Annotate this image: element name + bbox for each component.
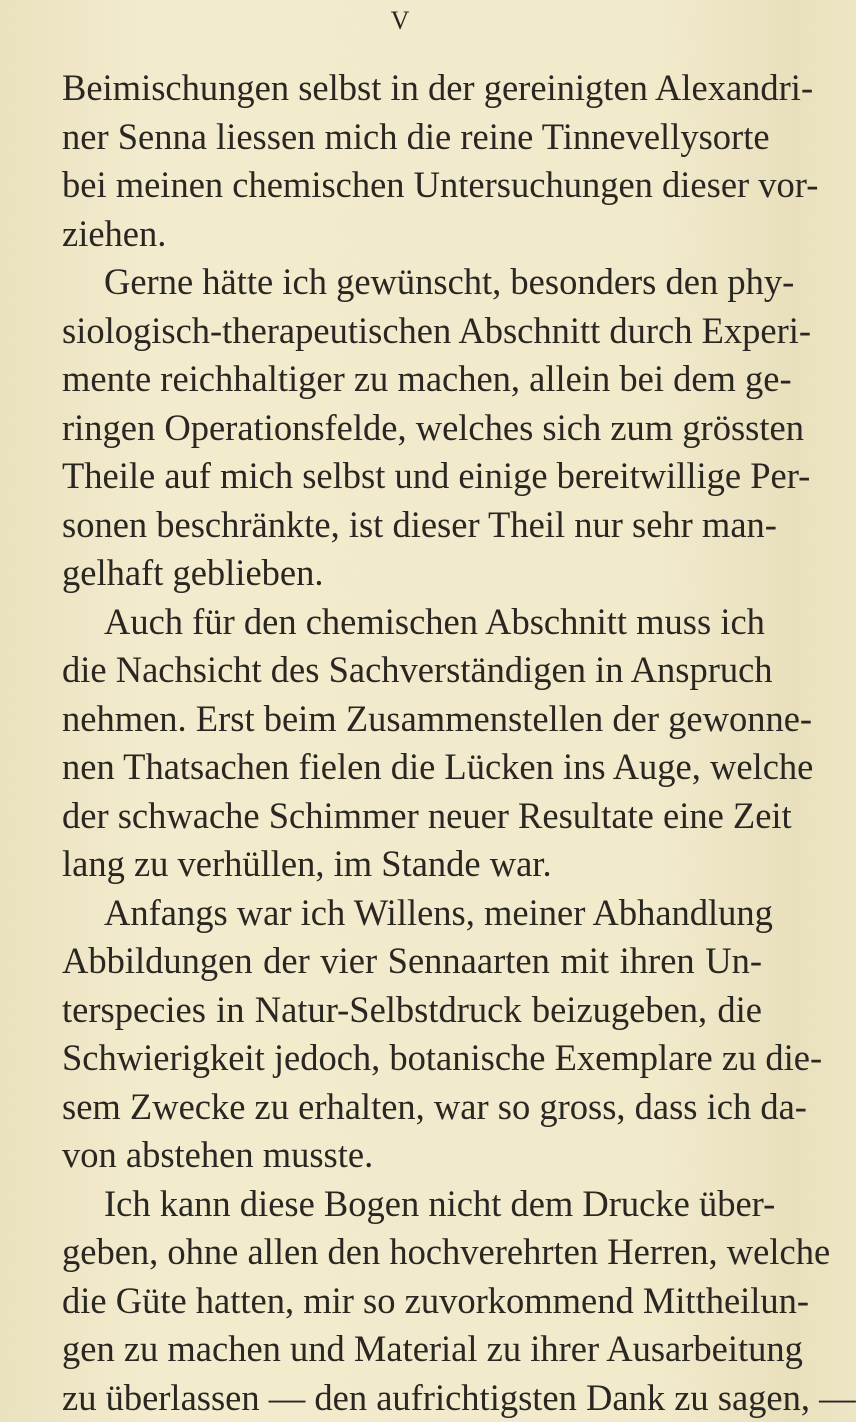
text-line: sem Zwecke zu erhalten, war so gross, dass ich da- <box>62 1083 762 1132</box>
paragraph-4 <box>62 889 762 1180</box>
text-line: Abbildungen der vier Sennaarten mit ihren Un- <box>62 937 762 986</box>
text-line: gen zu machen und Material zu ihrer Ausarbeitung <box>62 1325 762 1374</box>
text-line: die Nachsicht des Sachverständigen in Anspruch <box>62 646 762 695</box>
text-line: sonen beschränkte, ist dieser Theil nur sehr man- <box>62 501 762 550</box>
text-line: nen Thatsachen fielen die Lücken ins Auge, welche <box>62 743 762 792</box>
text-line: die Güte hatten, mir so zuvorkommend Mittheilun- <box>62 1277 762 1326</box>
text-line: Ich kann diese Bogen nicht dem Drucke über- <box>62 1180 762 1229</box>
paragraph-3 <box>62 598 762 889</box>
paragraph-5 <box>62 1180 762 1422</box>
text-line: von abstehen musste. <box>62 1131 762 1180</box>
text-line: Beimischungen selbst in der gereinigten Alexandri- <box>62 64 762 113</box>
text-line: mente reichhaltiger zu machen, allein bei dem ge- <box>62 355 762 404</box>
text-line: der schwache Schimmer neuer Resultate eine Zeit <box>62 792 762 841</box>
text-line: siologisch-therapeutischen Abschnitt durch Experi- <box>62 307 762 356</box>
text-line: ziehen. <box>62 210 762 259</box>
text-line: terspecies in Natur-Selbstdruck beizugeben, die <box>62 986 762 1035</box>
page-number: V <box>0 6 800 36</box>
text-line: ner Senna liessen mich die reine Tinnevellysorte <box>62 113 762 162</box>
text-line: Anfangs war ich Willens, meiner Abhandlung <box>62 889 762 938</box>
text-line: nehmen. Erst beim Zusammenstellen der gewonne- <box>62 695 762 744</box>
text-line: Theile auf mich selbst und einige bereitwillige Per- <box>62 452 762 501</box>
text-line: gelhaft geblieben. <box>62 549 762 598</box>
paragraph-2 <box>62 258 762 598</box>
text-line: zu überlassen — den aufrichtigsten Dank zu sagen, — <box>62 1374 762 1422</box>
text-line: bei meinen chemischen Untersuchungen dieser vor- <box>62 161 762 210</box>
body-text <box>62 64 762 1422</box>
text-line: Gerne hätte ich gewünscht, besonders den phy- <box>62 258 762 307</box>
text-line: Schwierigkeit jedoch, botanische Exemplare zu die- <box>62 1034 762 1083</box>
text-line: ringen Operationsfelde, welches sich zum grössten <box>62 404 762 453</box>
text-line: Auch für den chemischen Abschnitt muss ich <box>62 598 762 647</box>
text-line: geben, ohne allen den hochverehrten Herren, welche <box>62 1228 762 1277</box>
text-line: lang zu verhüllen, im Stande war. <box>62 840 762 889</box>
paragraph-1 <box>62 64 762 258</box>
